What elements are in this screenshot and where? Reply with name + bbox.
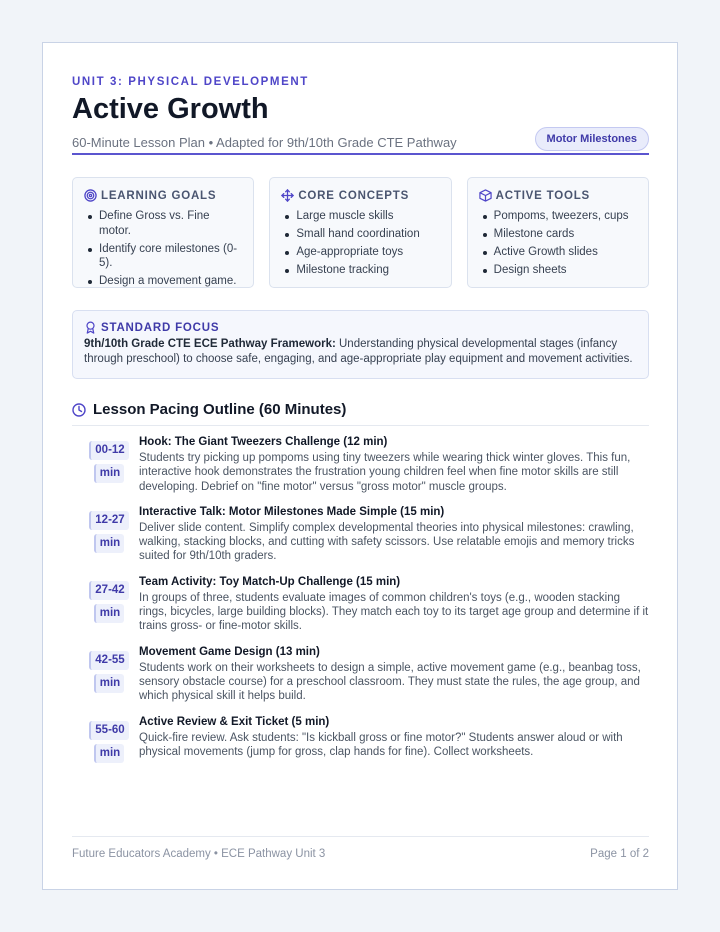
list-item: Design sheets: [479, 263, 637, 278]
item-title: Team Activity: Toy Match-Up Challenge (15 min): [139, 575, 401, 588]
pacing-timeline: [72, 435, 649, 763]
time-unit: min: [94, 744, 124, 763]
timeline-item: [89, 575, 649, 634]
time-badge: [89, 720, 129, 763]
time-range: 12-27: [89, 511, 128, 530]
item-description: Students try picking up pompoms using tiny tweezers while wearing thick winter gloves. This fun, interactive hook demonstrates the frustration young children feel when fine motor skills are still developing. Debrief on "fine motor" versus "gross motor" muscle groups.: [139, 452, 631, 493]
card-heading: [281, 189, 439, 202]
list-item: Small hand coordination: [281, 227, 439, 242]
target-icon: [84, 189, 97, 202]
item-description: Quick-fire review. Ask students: "Is kickball gross or fine motor?" Students answer aloud or with physical movements (jump for gross, clap hands for fine). Collect worksheets.: [139, 731, 623, 758]
topic-badge: Motor Milestones: [535, 127, 649, 151]
time-badge: [89, 440, 129, 494]
card-list: [479, 209, 637, 278]
item-body: [139, 435, 649, 494]
item-title: Hook: The Giant Tweezers Challenge (12 min): [139, 436, 388, 448]
page-number: Page 1 of 2: [590, 848, 649, 860]
timeline-item: [89, 645, 649, 704]
standard-heading-text: STANDARD FOCUS: [101, 321, 220, 334]
item-title: Movement Game Design (13 min): [139, 645, 320, 658]
list-item: Milestone tracking: [281, 263, 439, 278]
time-unit: min: [94, 604, 124, 623]
item-description: Deliver slide content. Simplify complex developmental theories into physical milestones: crawling, walking, stacking blocks, and cutting with safety scissors. Use relatable emojis and memory tricks suited for 9th/10th graders.: [139, 521, 635, 563]
clock-icon: [72, 403, 86, 417]
learning-goals-card: [72, 177, 254, 288]
document-page: [42, 42, 678, 890]
item-body: [139, 505, 649, 564]
pacing-heading-text: Lesson Pacing Outline (60 Minutes): [93, 401, 347, 418]
page-content: [72, 76, 649, 774]
standard-heading: [84, 321, 637, 334]
time-badge: [89, 510, 129, 564]
list-item: Age-appropriate toys: [281, 245, 439, 260]
box-icon: [479, 189, 492, 202]
item-body: [139, 645, 649, 704]
time-range: 00-12: [89, 441, 128, 460]
card-heading-text: CORE CONCEPTS: [298, 189, 410, 202]
card-heading-text: ACTIVE TOOLS: [495, 189, 591, 202]
card-heading: [479, 189, 637, 202]
time-unit: min: [94, 674, 124, 693]
footer-left: Future Educators Academy • ECE Pathway Unit 3: [72, 848, 326, 860]
list-item: Active Growth slides: [479, 245, 637, 260]
list-item: Define Gross vs. Fine motor.: [84, 209, 242, 238]
list-item: Milestone cards: [479, 227, 637, 242]
time-range: 55-60: [89, 721, 128, 740]
summary-cards: [72, 177, 649, 288]
standard-text: [84, 337, 637, 367]
timeline-item: [89, 505, 649, 564]
item-body: [139, 715, 649, 763]
award-icon: [84, 321, 97, 334]
time-unit: min: [94, 464, 124, 483]
time-badge: [89, 580, 129, 634]
list-item: Identify core milestones (0-5).: [84, 242, 242, 271]
subtitle: 60-Minute Lesson Plan • Adapted for 9th/10th Grade CTE Pathway: [72, 135, 457, 150]
item-body: [139, 575, 649, 634]
standard-description: Understanding physical developmental stages (infancy through preschool) to choose safe, engaging, and age-appropriate play equipment and movement activities.: [84, 338, 633, 365]
time-range: 27-42: [89, 581, 128, 600]
timeline-item: [89, 715, 649, 763]
pacing-heading: [72, 401, 649, 426]
subtitle-row: [72, 129, 649, 155]
card-list: [281, 209, 439, 278]
list-item: Large muscle skills: [281, 209, 439, 224]
active-tools-card: [467, 177, 649, 288]
item-description: Students work on their worksheets to design a simple, active movement game (e.g., beanbag toss, sensory obstacle course) for a preschool classroom. They must state the rules, the age group, and which physical skill it helps build.: [139, 661, 641, 703]
card-list: [84, 209, 242, 289]
standard-focus-box: [72, 310, 649, 379]
standard-framework: 9th/10th Grade CTE ECE Pathway Framework:: [84, 338, 336, 350]
time-badge: [89, 650, 129, 704]
list-item: Design a movement game.: [84, 274, 242, 289]
item-title: Active Review & Exit Ticket (5 min): [139, 715, 330, 728]
list-item: Pompoms, tweezers, cups: [479, 209, 637, 224]
timeline-item: [89, 435, 649, 494]
item-description: In groups of three, students evaluate images of common children's toys (e.g., wooden stacking rings, bicycles, large building blocks). They match each toy to its target age group and determine if it trains gross- or fine-motor skills.: [139, 591, 649, 633]
page-title: Active Growth: [72, 93, 269, 125]
card-heading-text: LEARNING GOALS: [101, 189, 217, 202]
card-heading: [84, 189, 242, 202]
move-arrows-icon: [281, 189, 294, 202]
page-footer: [72, 836, 649, 860]
core-concepts-card: [269, 177, 451, 288]
item-title: Interactive Talk: Motor Milestones Made Simple (15 min): [139, 505, 445, 518]
unit-label: UNIT 3: PHYSICAL DEVELOPMENT: [72, 76, 309, 88]
time-range: 42-55: [89, 651, 128, 670]
time-unit: min: [94, 534, 124, 553]
